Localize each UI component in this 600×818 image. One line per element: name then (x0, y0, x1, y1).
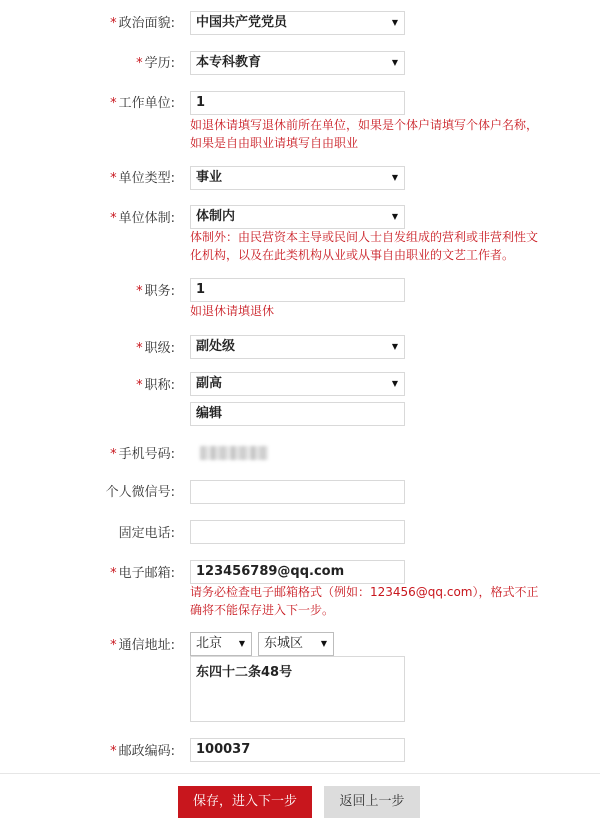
mobile-value-redacted (200, 446, 268, 460)
work-unit-hint: 如退休请填写退休前所在单位，如果是个体户请填写个体户名称， 如果是自由职业请填写自由职业 (190, 118, 539, 150)
position-label: * 职务: (136, 284, 175, 299)
rank-select[interactable]: 副处级 ▼ (190, 335, 405, 359)
required-mark: * (110, 744, 117, 759)
email-label: * 电子邮箱: (110, 566, 175, 581)
rank-label: * 职级: (136, 341, 175, 356)
required-mark: * (136, 378, 143, 393)
province-select[interactable]: 北京 ▼ (190, 632, 252, 656)
email-hint: 请务必检查电子邮箱格式（例如：123456@qq.com），格式不正 确将不能保存进入下一步。 (190, 585, 539, 617)
mobile-label: * 手机号码: (110, 447, 175, 462)
required-mark: * (136, 56, 143, 71)
back-button[interactable]: 返回上一步 (324, 786, 420, 818)
title-label: * 职称: (136, 378, 175, 393)
wechat-input[interactable] (190, 480, 405, 504)
chevron-down-icon: ▼ (391, 18, 398, 27)
address-detail-textarea[interactable]: 东四十二条48号 (190, 656, 405, 722)
title-select[interactable]: 副高 ▼ (190, 372, 405, 396)
position-hint: 如退休请填退休 (190, 304, 275, 318)
chevron-down-icon: ▼ (391, 342, 398, 351)
chevron-down-icon: ▼ (391, 379, 398, 388)
required-mark: * (110, 96, 117, 111)
education-select[interactable]: 本专科教育 ▼ (190, 51, 405, 75)
required-mark: * (110, 447, 117, 462)
divider (0, 773, 600, 774)
unit-system-label: * 单位体制: (110, 211, 175, 226)
postcode-input[interactable]: 100037 (190, 738, 405, 762)
chevron-down-icon: ▼ (391, 212, 398, 221)
wechat-label: 个人微信号: (105, 485, 175, 500)
education-label: * 学历: (136, 56, 175, 71)
work-unit-label: * 工作单位: (110, 96, 175, 111)
required-mark: * (110, 638, 117, 653)
chevron-down-icon: ▼ (391, 173, 398, 182)
unit-system-select[interactable]: 体制内 ▼ (190, 205, 405, 229)
required-mark: * (110, 16, 117, 31)
position-input[interactable]: 1 (190, 278, 405, 302)
address-label: * 通信地址: (110, 638, 175, 653)
save-next-button[interactable]: 保存，进入下一步 (178, 786, 312, 818)
title-detail-input[interactable]: 编辑 (190, 402, 405, 426)
required-mark: * (110, 566, 117, 581)
unit-type-select[interactable]: 事业 ▼ (190, 166, 405, 190)
required-mark: * (110, 171, 117, 186)
required-mark: * (136, 284, 143, 299)
political-status-select[interactable]: 中国共产党党员 ▼ (190, 11, 405, 35)
unit-type-label: * 单位类型: (110, 171, 175, 186)
postcode-label: * 邮政编码: (110, 744, 175, 759)
unit-system-hint: 体制外：由民营资本主导或民间人士自发组成的营利或非营利性文 化机构，以及在此类机构从业或从事自由职业的文艺工作者。 (190, 230, 539, 262)
required-mark: * (110, 211, 117, 226)
work-unit-input[interactable]: 1 (190, 91, 405, 115)
landline-label: 固定电话: (118, 526, 175, 541)
landline-input[interactable] (190, 520, 405, 544)
chevron-down-icon: ▼ (391, 58, 398, 67)
district-select[interactable]: 东城区 ▼ (258, 632, 334, 656)
email-input[interactable]: 123456789@qq.com (190, 560, 405, 584)
chevron-down-icon: ▼ (238, 639, 245, 648)
required-mark: * (136, 341, 143, 356)
political-status-label: * 政治面貌: (110, 16, 175, 31)
chevron-down-icon: ▼ (320, 639, 327, 648)
